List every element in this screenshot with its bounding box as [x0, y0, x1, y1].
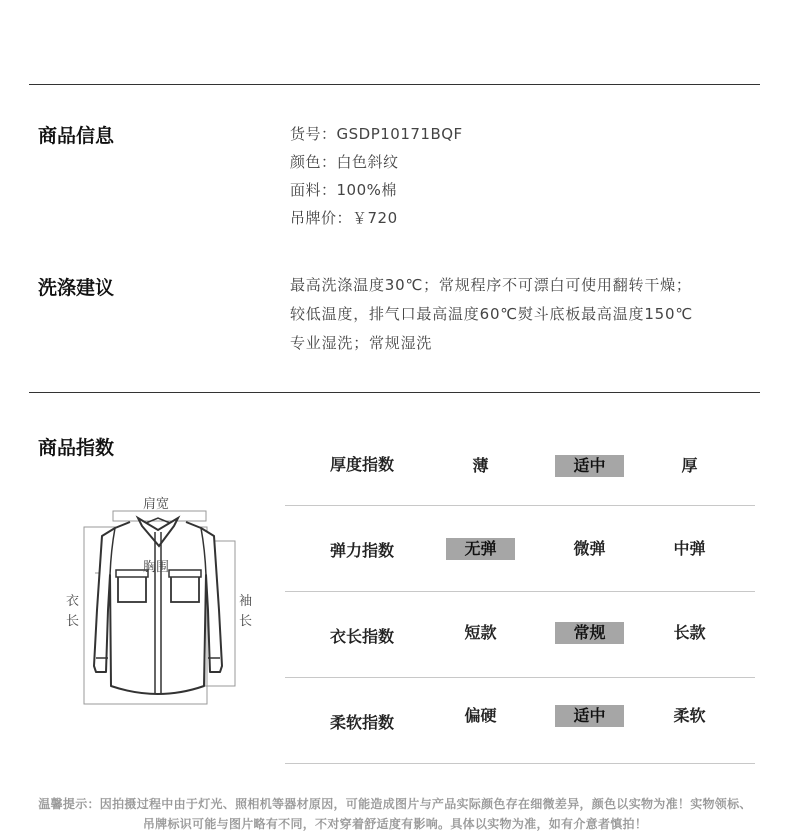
elasticity-option-none: 无弹	[446, 538, 515, 560]
length-option-long: 长款	[673, 623, 706, 642]
thickness-index-row	[285, 420, 755, 506]
index-title: 商品指数	[38, 437, 115, 459]
shoulder-label: 肩宽	[143, 497, 170, 512]
softness-option-stiff: 偏硬	[464, 706, 497, 725]
top-divider	[29, 84, 760, 85]
sleeve-label-2: 长	[239, 614, 253, 629]
softness-index-label: 柔软指数	[330, 712, 395, 732]
softness-index-row	[285, 678, 755, 764]
length-label-1: 衣	[66, 594, 80, 609]
sleeve-label-1: 袖	[239, 594, 253, 609]
elasticity-index-label: 弹力指数	[330, 540, 395, 560]
color-line: 颜色：白色斜纹	[290, 153, 399, 171]
care-title: 洗涤建议	[38, 277, 115, 299]
row-separator	[285, 763, 755, 764]
length-index-row	[285, 592, 755, 678]
middle-divider	[29, 392, 760, 393]
care-line-3: 专业湿洗；常规湿洗	[290, 334, 433, 352]
length-index-label: 衣长指数	[330, 626, 395, 646]
product-info-title: 商品信息	[38, 125, 115, 147]
thickness-option-thick: 厚	[681, 456, 698, 475]
length-option-regular: 常规	[555, 622, 624, 644]
shirt-diagram	[60, 490, 260, 715]
softness-option-medium: 适中	[555, 705, 624, 727]
footer-note-line-1: 温馨提示：因拍摄过程中由于灯光、照相机等器材原因，可能造成图片与产品实际颜色存在细微差异，颜色以实物为准！实物领标、	[38, 797, 752, 811]
chest-label: 胸围	[143, 560, 170, 575]
softness-option-soft: 柔软	[673, 706, 706, 725]
elasticity-option-slight: 微弹	[573, 539, 606, 558]
price-line: 吊牌价：￥720	[290, 209, 398, 227]
length-label-2: 长	[66, 614, 80, 629]
fabric-line: 面料：100%棉	[290, 181, 397, 199]
sku-line: 货号：GSDP10171BQF	[290, 125, 463, 143]
thickness-option-thin: 薄	[472, 456, 489, 475]
care-line-2: 较低温度，排气口最高温度60℃熨斗底板最高温度150℃	[290, 305, 694, 323]
thickness-index-label: 厚度指数	[330, 454, 395, 474]
length-option-short: 短款	[464, 623, 497, 642]
elasticity-index-row	[285, 506, 755, 592]
care-line-1: 最高洗涤温度30℃；常规程序不可漂白可使用翻转干燥；	[290, 276, 692, 294]
footer-note-line-2: 吊牌标识可能与图片略有不同，不对穿着舒适度有影响。具体以实物为准，如有介意者慎拍！	[142, 817, 648, 831]
elasticity-option-medium: 中弹	[673, 539, 706, 558]
thickness-option-medium: 适中	[555, 455, 624, 477]
